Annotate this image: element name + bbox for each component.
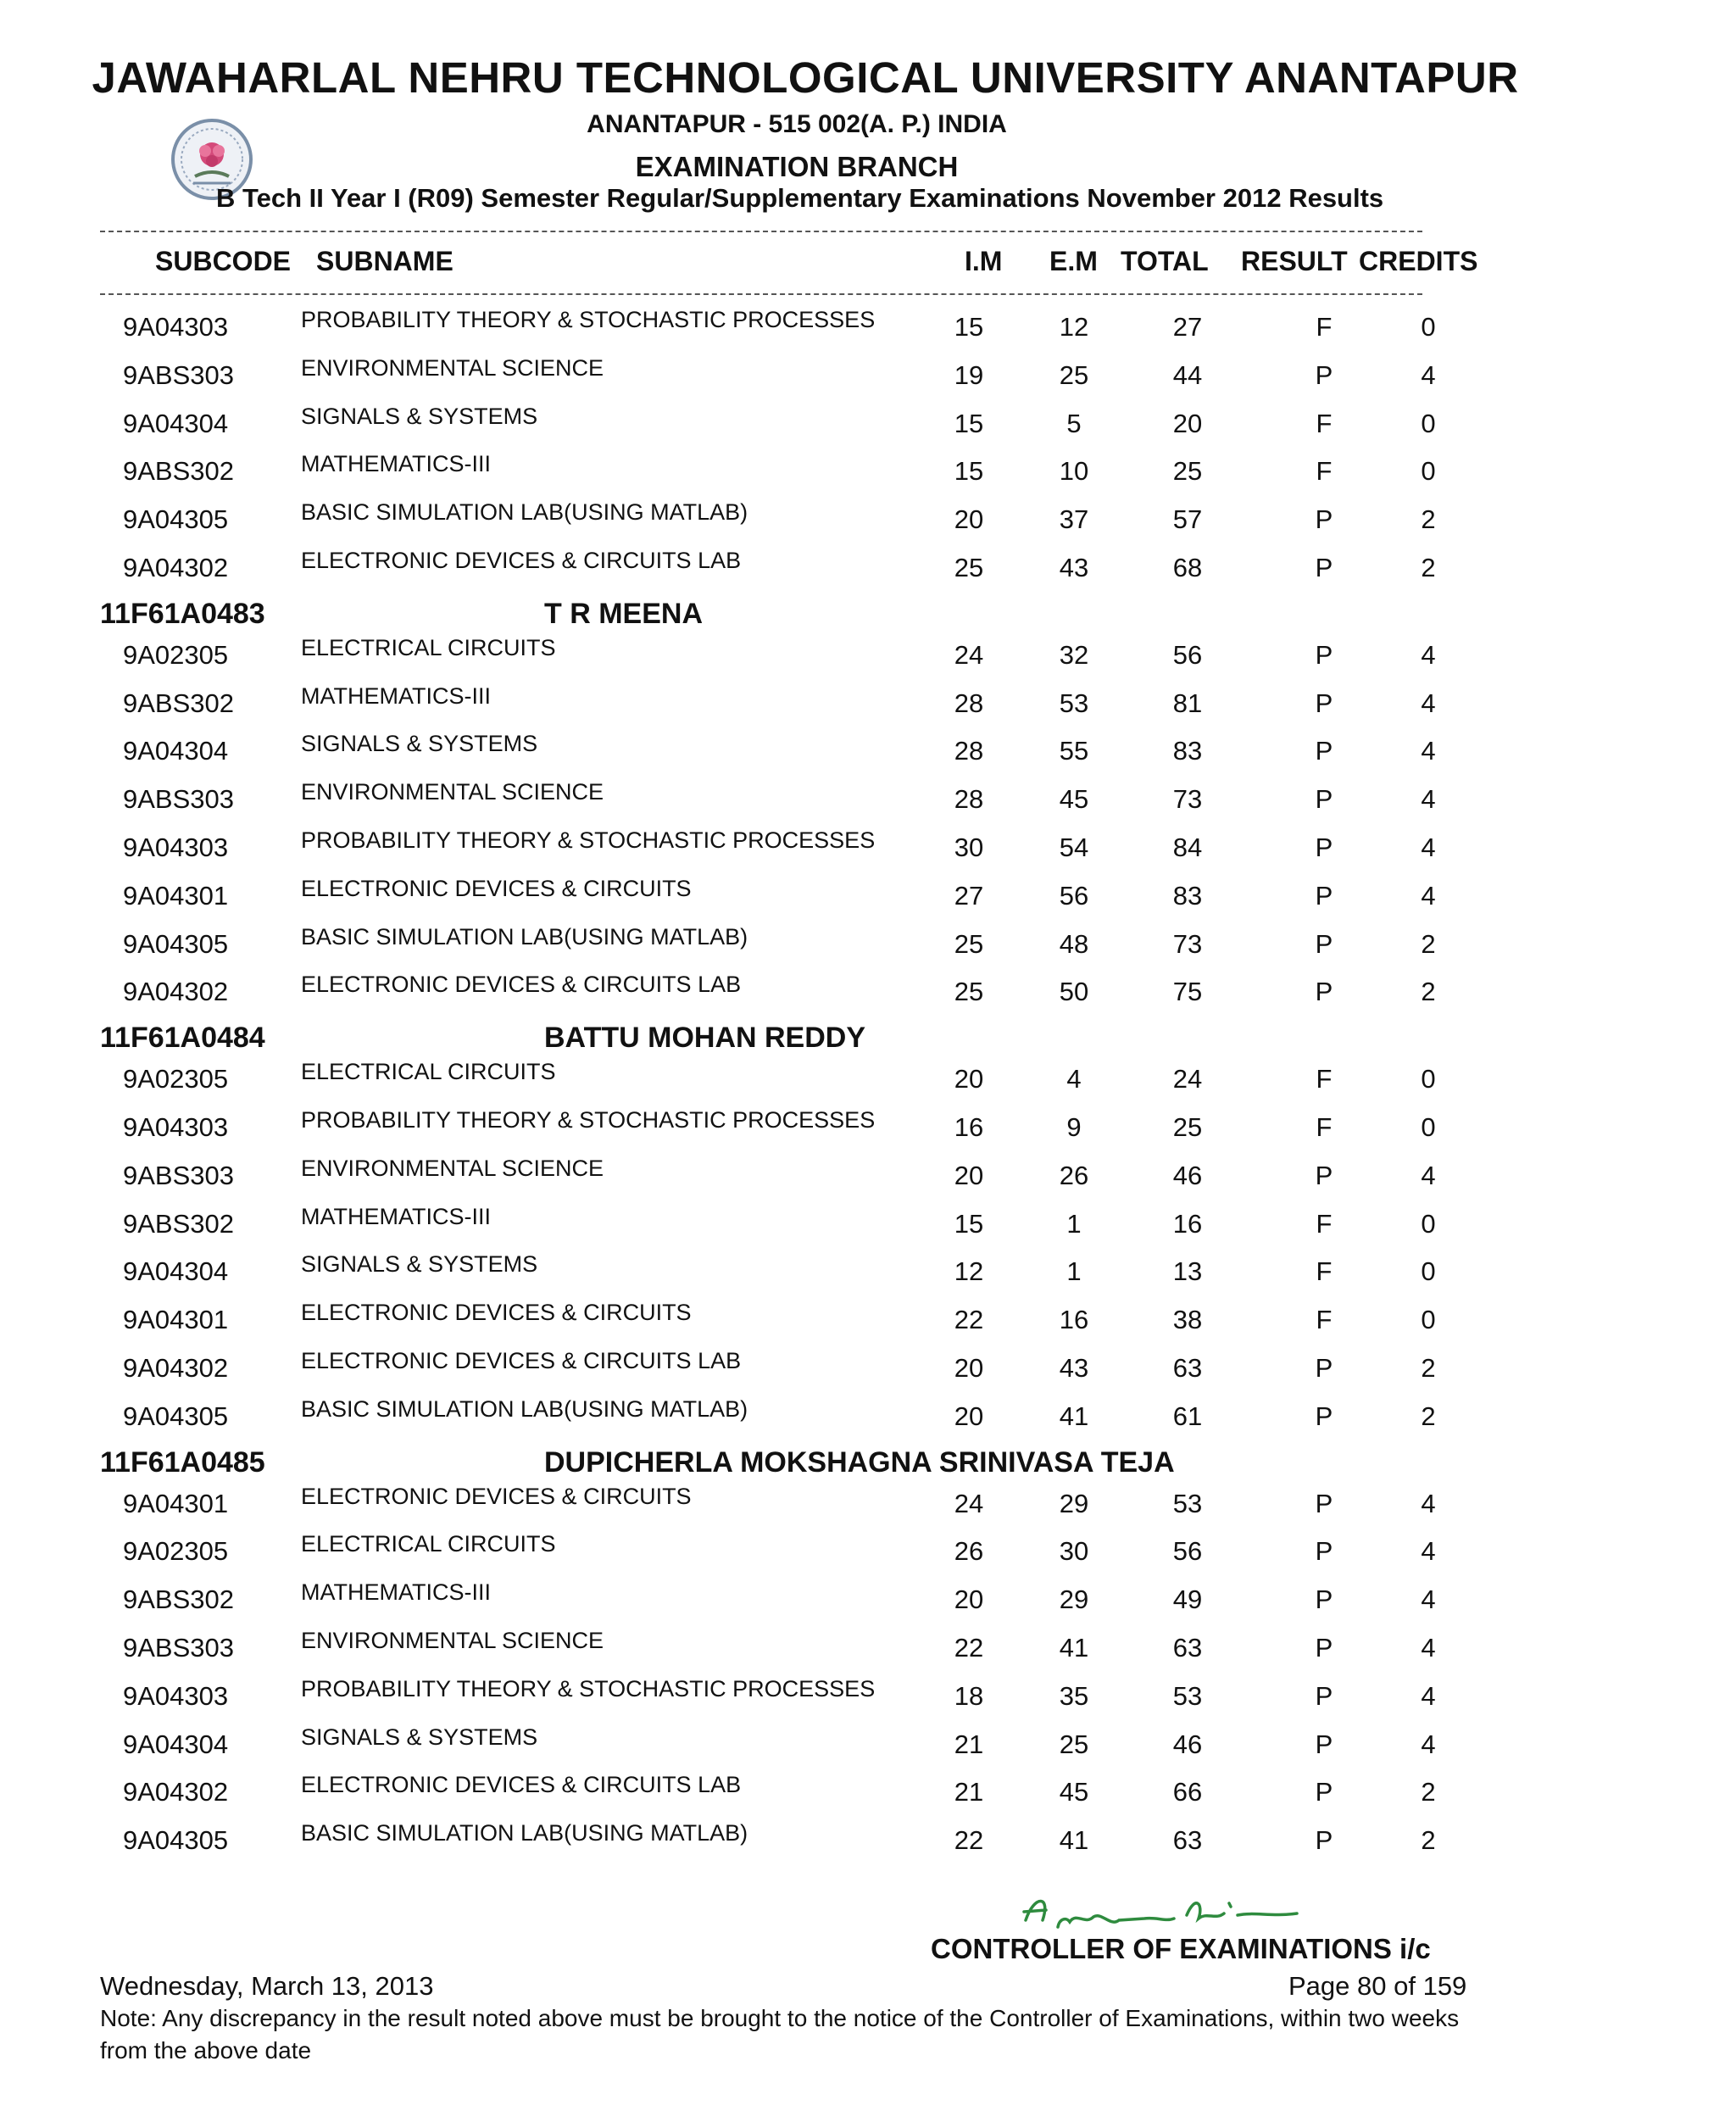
table-row: [0, 1676, 1736, 1718]
subject-name: ELECTRONIC DEVICES & CIRCUITS: [301, 1483, 692, 1509]
subject-name: MATHEMATICS-III: [301, 682, 491, 709]
subject-name: ENVIRONMENTAL SCIENCE: [301, 354, 604, 381]
subject-name: BASIC SIMULATION LAB(USING MATLAB): [301, 923, 748, 950]
credits-earned: 4: [1421, 359, 1436, 390]
credits-earned: 4: [1421, 833, 1436, 862]
total-marks: 73: [1172, 928, 1203, 959]
subject-code: 9A04301: [123, 880, 229, 911]
subject-name: PROBABILITY THEORY & STOCHASTIC PROCESSES: [301, 1107, 876, 1133]
subject-name: ELECTRONIC DEVICES & CIRCUITS: [301, 1300, 692, 1326]
credits-earned: 2: [1421, 1401, 1436, 1431]
internal-marks: 20: [954, 1585, 984, 1615]
subject-code: 9A04303: [123, 312, 229, 342]
total-marks: 56: [1172, 1536, 1203, 1567]
internal-marks: 21: [954, 1729, 984, 1759]
total-marks: 53: [1172, 1488, 1203, 1518]
table-row: [0, 1772, 1736, 1814]
col-header-credits: CREDITS: [1359, 246, 1478, 276]
subject-code: 9A02305: [123, 1536, 229, 1567]
credits-earned: 4: [1421, 688, 1436, 718]
table-row: [0, 1579, 1736, 1622]
subject-name: ELECTRONIC DEVICES & CIRCUITS LAB: [301, 972, 742, 998]
internal-marks: 18: [954, 1680, 984, 1711]
discrepancy-note: Note: Any discrepancy in the result noted above must be brought to the notice of the Controller of Examinations, within two weeks from the above date: [100, 2005, 1460, 2064]
subject-name: ELECTRONIC DEVICES & CIRCUITS LAB: [301, 548, 742, 573]
subject-name: BASIC SIMULATION LAB(USING MATLAB): [301, 1820, 748, 1846]
external-marks: 55: [1059, 736, 1089, 766]
student-header: [0, 1022, 1736, 1061]
subject-code: 9ABS302: [123, 456, 234, 487]
total-marks: 16: [1172, 1208, 1203, 1239]
table-row: [0, 876, 1736, 918]
subject-code: 9A02305: [123, 639, 229, 670]
total-marks: 25: [1172, 456, 1203, 487]
internal-marks: 28: [954, 688, 984, 718]
internal-marks: 28: [954, 784, 984, 815]
result-status: F: [1316, 1208, 1333, 1239]
subject-code: 9ABS303: [123, 359, 234, 390]
subject-code: 9A04304: [123, 1256, 229, 1287]
credits-earned: 0: [1421, 456, 1436, 487]
internal-marks: 20: [954, 1064, 984, 1094]
total-marks: 66: [1172, 1777, 1203, 1807]
table-row: [0, 548, 1736, 590]
total-marks: 63: [1172, 1825, 1203, 1856]
total-marks: 56: [1172, 639, 1203, 670]
table-row: [0, 499, 1736, 542]
subject-code: 9A04305: [123, 928, 229, 959]
subject-name: ENVIRONMENTAL SCIENCE: [301, 779, 604, 805]
external-marks: 35: [1059, 1680, 1089, 1711]
col-header-total: TOTAL: [1121, 246, 1209, 276]
result-status: F: [1316, 312, 1333, 342]
external-marks: 29: [1059, 1585, 1089, 1615]
result-status: P: [1315, 928, 1333, 959]
external-marks: 37: [1059, 504, 1089, 535]
total-marks: 46: [1172, 1160, 1203, 1190]
col-header-subname: SUBNAME: [316, 246, 453, 276]
total-marks: 84: [1172, 833, 1203, 862]
internal-marks: 12: [954, 1256, 984, 1287]
student-name: BATTU MOHAN REDDY: [544, 1022, 866, 1055]
subject-code: 9ABS302: [123, 1585, 234, 1615]
result-status: P: [1315, 553, 1333, 582]
table-row: [0, 307, 1736, 349]
internal-marks: 19: [954, 359, 984, 390]
subject-name: PROBABILITY THEORY & STOCHASTIC PROCESSES: [301, 1675, 876, 1701]
total-marks: 83: [1172, 736, 1203, 766]
result-status: F: [1316, 1305, 1333, 1335]
table-row: [0, 924, 1736, 966]
subject-code: 9A04305: [123, 1401, 229, 1431]
result-status: P: [1315, 833, 1333, 862]
credits-earned: 0: [1421, 1256, 1436, 1287]
internal-marks: 22: [954, 1305, 984, 1335]
credits-earned: 2: [1421, 928, 1436, 959]
external-marks: 50: [1059, 977, 1089, 1007]
result-status: F: [1316, 1256, 1333, 1287]
total-marks: 83: [1172, 880, 1203, 911]
result-status: P: [1315, 736, 1333, 766]
result-status: P: [1315, 1353, 1333, 1383]
table-row: [0, 451, 1736, 493]
student-header: [0, 598, 1736, 637]
result-status: P: [1315, 1729, 1333, 1759]
result-status: P: [1315, 1488, 1333, 1518]
page-number: Page 80 of 159: [1288, 1971, 1467, 2001]
internal-marks: 25: [954, 553, 984, 582]
internal-marks: 20: [954, 504, 984, 535]
result-status: P: [1315, 688, 1333, 718]
table-row: [0, 972, 1736, 1014]
external-marks: 32: [1059, 639, 1089, 670]
credits-earned: 0: [1421, 1112, 1436, 1142]
total-marks: 49: [1172, 1585, 1203, 1615]
subject-code: 9A04302: [123, 1777, 229, 1807]
result-status: F: [1316, 408, 1333, 438]
internal-marks: 27: [954, 880, 984, 911]
result-status: P: [1315, 1680, 1333, 1711]
subject-code: 9A04304: [123, 736, 229, 766]
table-row: [0, 1156, 1736, 1198]
credits-earned: 4: [1421, 880, 1436, 911]
result-status: P: [1315, 1401, 1333, 1431]
subject-name: ELECTRICAL CIRCUITS: [301, 634, 556, 660]
subject-code: 9A04304: [123, 408, 229, 438]
external-marks: 43: [1059, 1353, 1089, 1383]
subject-code: 9A04303: [123, 833, 229, 862]
subject-name: PROBABILITY THEORY & STOCHASTIC PROCESSES: [301, 307, 876, 332]
result-status: P: [1315, 1536, 1333, 1567]
total-marks: 24: [1172, 1064, 1203, 1094]
subject-name: ENVIRONMENTAL SCIENCE: [301, 1628, 604, 1653]
credits-earned: 4: [1421, 736, 1436, 766]
external-marks: 48: [1059, 928, 1089, 959]
internal-marks: 15: [954, 312, 984, 342]
subject-name: ELECTRICAL CIRCUITS: [301, 1059, 556, 1085]
subject-name: MATHEMATICS-III: [301, 451, 491, 477]
subject-code: 9ABS303: [123, 1160, 234, 1190]
subject-name: MATHEMATICS-III: [301, 1579, 491, 1606]
student-id: 11F61A0485: [100, 1445, 265, 1479]
total-marks: 61: [1172, 1401, 1203, 1431]
internal-marks: 24: [954, 639, 984, 670]
subject-name: ELECTRONIC DEVICES & CIRCUITS LAB: [301, 1772, 742, 1798]
external-marks: 16: [1059, 1305, 1089, 1335]
credits-earned: 2: [1421, 1825, 1436, 1856]
credits-earned: 2: [1421, 977, 1436, 1007]
examination-branch: EXAMINATION BRANCH: [635, 151, 959, 182]
result-status: P: [1315, 1633, 1333, 1663]
internal-marks: 25: [954, 977, 984, 1007]
total-marks: 53: [1172, 1680, 1203, 1711]
result-status: P: [1315, 977, 1333, 1007]
internal-marks: 20: [954, 1401, 984, 1431]
internal-marks: 24: [954, 1488, 984, 1518]
subject-name: BASIC SIMULATION LAB(USING MATLAB): [301, 1395, 748, 1422]
result-status: F: [1316, 1064, 1333, 1094]
external-marks: 53: [1059, 688, 1089, 718]
result-status: P: [1315, 639, 1333, 670]
total-marks: 73: [1172, 784, 1203, 815]
credits-earned: 4: [1421, 784, 1436, 815]
controller-label: CONTROLLER OF EXAMINATIONS i/c: [931, 1933, 1431, 1964]
table-row: [0, 1204, 1736, 1246]
exam-title: B Tech II Year I (R09) Semester Regular/Supplementary Examinations November 2012 Results: [216, 183, 1384, 213]
table-row: [0, 731, 1736, 773]
external-marks: 54: [1059, 833, 1089, 862]
result-status: P: [1315, 1585, 1333, 1615]
subject-code: 9A04305: [123, 1825, 229, 1856]
table-row: [0, 1251, 1736, 1294]
subject-code: 9A04304: [123, 1729, 229, 1759]
external-marks: 1: [1066, 1208, 1082, 1239]
subject-name: BASIC SIMULATION LAB(USING MATLAB): [301, 499, 748, 526]
credits-earned: 0: [1421, 408, 1436, 438]
external-marks: 43: [1059, 553, 1089, 582]
credits-earned: 4: [1421, 1729, 1436, 1759]
subject-name: SIGNALS & SYSTEMS: [301, 1251, 538, 1278]
student-name: T R MEENA: [544, 597, 703, 630]
external-marks: 12: [1059, 312, 1089, 342]
internal-marks: 20: [954, 1160, 984, 1190]
external-marks: 41: [1059, 1825, 1089, 1856]
result-status: F: [1316, 1112, 1333, 1142]
table-row: [0, 404, 1736, 446]
table-row: [0, 779, 1736, 822]
table-row: [0, 635, 1736, 677]
credits-earned: 2: [1421, 1777, 1436, 1807]
subject-code: 9A04303: [123, 1680, 229, 1711]
table-row: [0, 683, 1736, 726]
internal-marks: 15: [954, 1208, 984, 1239]
credits-earned: 0: [1421, 312, 1436, 342]
subject-name: ELECTRONIC DEVICES & CIRCUITS: [301, 875, 692, 901]
subject-code: 9A04305: [123, 504, 229, 535]
table-row: [0, 1059, 1736, 1101]
subject-code: 9ABS303: [123, 1633, 234, 1663]
col-header-im: I.M: [965, 246, 1003, 276]
subject-code: 9A04302: [123, 977, 229, 1007]
total-marks: 68: [1172, 553, 1203, 582]
external-marks: 5: [1066, 408, 1082, 438]
internal-marks: 30: [954, 833, 984, 862]
result-status: P: [1315, 1777, 1333, 1807]
table-row: [0, 1724, 1736, 1767]
external-marks: 30: [1059, 1536, 1089, 1567]
col-header-subcode: SUBCODE: [155, 246, 292, 276]
student-id: 11F61A0483: [100, 597, 265, 630]
result-status: P: [1315, 1160, 1333, 1190]
external-marks: 29: [1059, 1488, 1089, 1518]
internal-marks: 22: [954, 1825, 984, 1856]
table-row: [0, 355, 1736, 398]
total-marks: 81: [1172, 688, 1203, 718]
subject-code: 9ABS302: [123, 1208, 234, 1239]
total-marks: 57: [1172, 504, 1203, 535]
total-marks: 25: [1172, 1112, 1203, 1142]
total-marks: 20: [1172, 408, 1203, 438]
internal-marks: 26: [954, 1536, 984, 1567]
table-row: [0, 1396, 1736, 1439]
subject-name: ELECTRICAL CIRCUITS: [301, 1531, 556, 1557]
subject-name: MATHEMATICS-III: [301, 1203, 491, 1229]
external-marks: 4: [1066, 1064, 1082, 1094]
total-marks: 27: [1172, 312, 1203, 342]
subject-code: 9A04303: [123, 1112, 229, 1142]
subject-name: SIGNALS & SYSTEMS: [301, 1724, 538, 1750]
print-date: Wednesday, March 13, 2013: [100, 1971, 434, 2001]
col-header-em: E.M: [1049, 246, 1098, 276]
external-marks: 56: [1059, 880, 1089, 911]
table-row: [0, 1348, 1736, 1390]
credits-earned: 2: [1421, 504, 1436, 535]
external-marks: 1: [1066, 1256, 1082, 1287]
result-status: F: [1316, 456, 1333, 487]
university-address: ANANTAPUR - 515 002(A. P.) INDIA: [587, 110, 1007, 138]
result-status: P: [1315, 784, 1333, 815]
total-marks: 13: [1172, 1256, 1203, 1287]
table-row: [0, 1820, 1736, 1863]
credits-earned: 4: [1421, 639, 1436, 670]
external-marks: 45: [1059, 1777, 1089, 1807]
subject-code: 9A04302: [123, 553, 229, 582]
subject-name: ENVIRONMENTAL SCIENCE: [301, 1155, 604, 1181]
student-id: 11F61A0484: [100, 1022, 265, 1055]
result-status: P: [1315, 1825, 1333, 1856]
external-marks: 10: [1059, 456, 1089, 487]
result-status: P: [1315, 504, 1333, 535]
credits-earned: 0: [1421, 1208, 1436, 1239]
external-marks: 41: [1059, 1633, 1089, 1663]
table-row: [0, 1531, 1736, 1573]
external-marks: 45: [1059, 784, 1089, 815]
external-marks: 25: [1059, 359, 1089, 390]
table-row: [0, 827, 1736, 870]
internal-marks: 25: [954, 928, 984, 959]
total-marks: 44: [1172, 359, 1203, 390]
internal-marks: 21: [954, 1777, 984, 1807]
internal-marks: 28: [954, 736, 984, 766]
table-row: [0, 1107, 1736, 1150]
credits-earned: 2: [1421, 1353, 1436, 1383]
credits-earned: 4: [1421, 1160, 1436, 1190]
table-row: [0, 1300, 1736, 1342]
credits-earned: 4: [1421, 1680, 1436, 1711]
student-header: [0, 1446, 1736, 1485]
subject-code: 9A04302: [123, 1353, 229, 1383]
credits-earned: 0: [1421, 1305, 1436, 1335]
subject-code: 9ABS303: [123, 784, 234, 815]
internal-marks: 15: [954, 408, 984, 438]
total-marks: 63: [1172, 1353, 1203, 1383]
col-header-result: RESULT: [1241, 246, 1348, 276]
subject-code: 9A02305: [123, 1064, 229, 1094]
external-marks: 26: [1059, 1160, 1089, 1190]
internal-marks: 16: [954, 1112, 984, 1142]
subject-name: PROBABILITY THEORY & STOCHASTIC PROCESSES: [301, 827, 876, 853]
table-row: [0, 1628, 1736, 1670]
university-title: JAWAHARLAL NEHRU TECHNOLOGICAL UNIVERSITY ANANTAPUR: [92, 53, 1519, 102]
total-marks: 63: [1172, 1633, 1203, 1663]
subject-code: 9A04301: [123, 1305, 229, 1335]
internal-marks: 20: [954, 1353, 984, 1383]
external-marks: 41: [1059, 1401, 1089, 1431]
subject-name: SIGNALS & SYSTEMS: [301, 403, 538, 429]
credits-earned: 2: [1421, 553, 1436, 582]
internal-marks: 22: [954, 1633, 984, 1663]
credits-earned: 4: [1421, 1633, 1436, 1663]
total-marks: 38: [1172, 1305, 1203, 1335]
subject-code: 9ABS302: [123, 688, 234, 718]
external-marks: 25: [1059, 1729, 1089, 1759]
total-marks: 75: [1172, 977, 1203, 1007]
result-status: P: [1315, 880, 1333, 911]
external-marks: 9: [1066, 1112, 1082, 1142]
credits-earned: 4: [1421, 1536, 1436, 1567]
student-name: DUPICHERLA MOKSHAGNA SRINIVASA TEJA: [544, 1445, 1175, 1479]
credits-earned: 0: [1421, 1064, 1436, 1094]
internal-marks: 15: [954, 456, 984, 487]
result-status: P: [1315, 359, 1333, 390]
table-row: [0, 1484, 1736, 1526]
credits-earned: 4: [1421, 1585, 1436, 1615]
subject-name: SIGNALS & SYSTEMS: [301, 731, 538, 757]
credits-earned: 4: [1421, 1488, 1436, 1518]
total-marks: 46: [1172, 1729, 1203, 1759]
subject-name: ELECTRONIC DEVICES & CIRCUITS LAB: [301, 1348, 742, 1373]
subject-code: 9A04301: [123, 1488, 229, 1518]
